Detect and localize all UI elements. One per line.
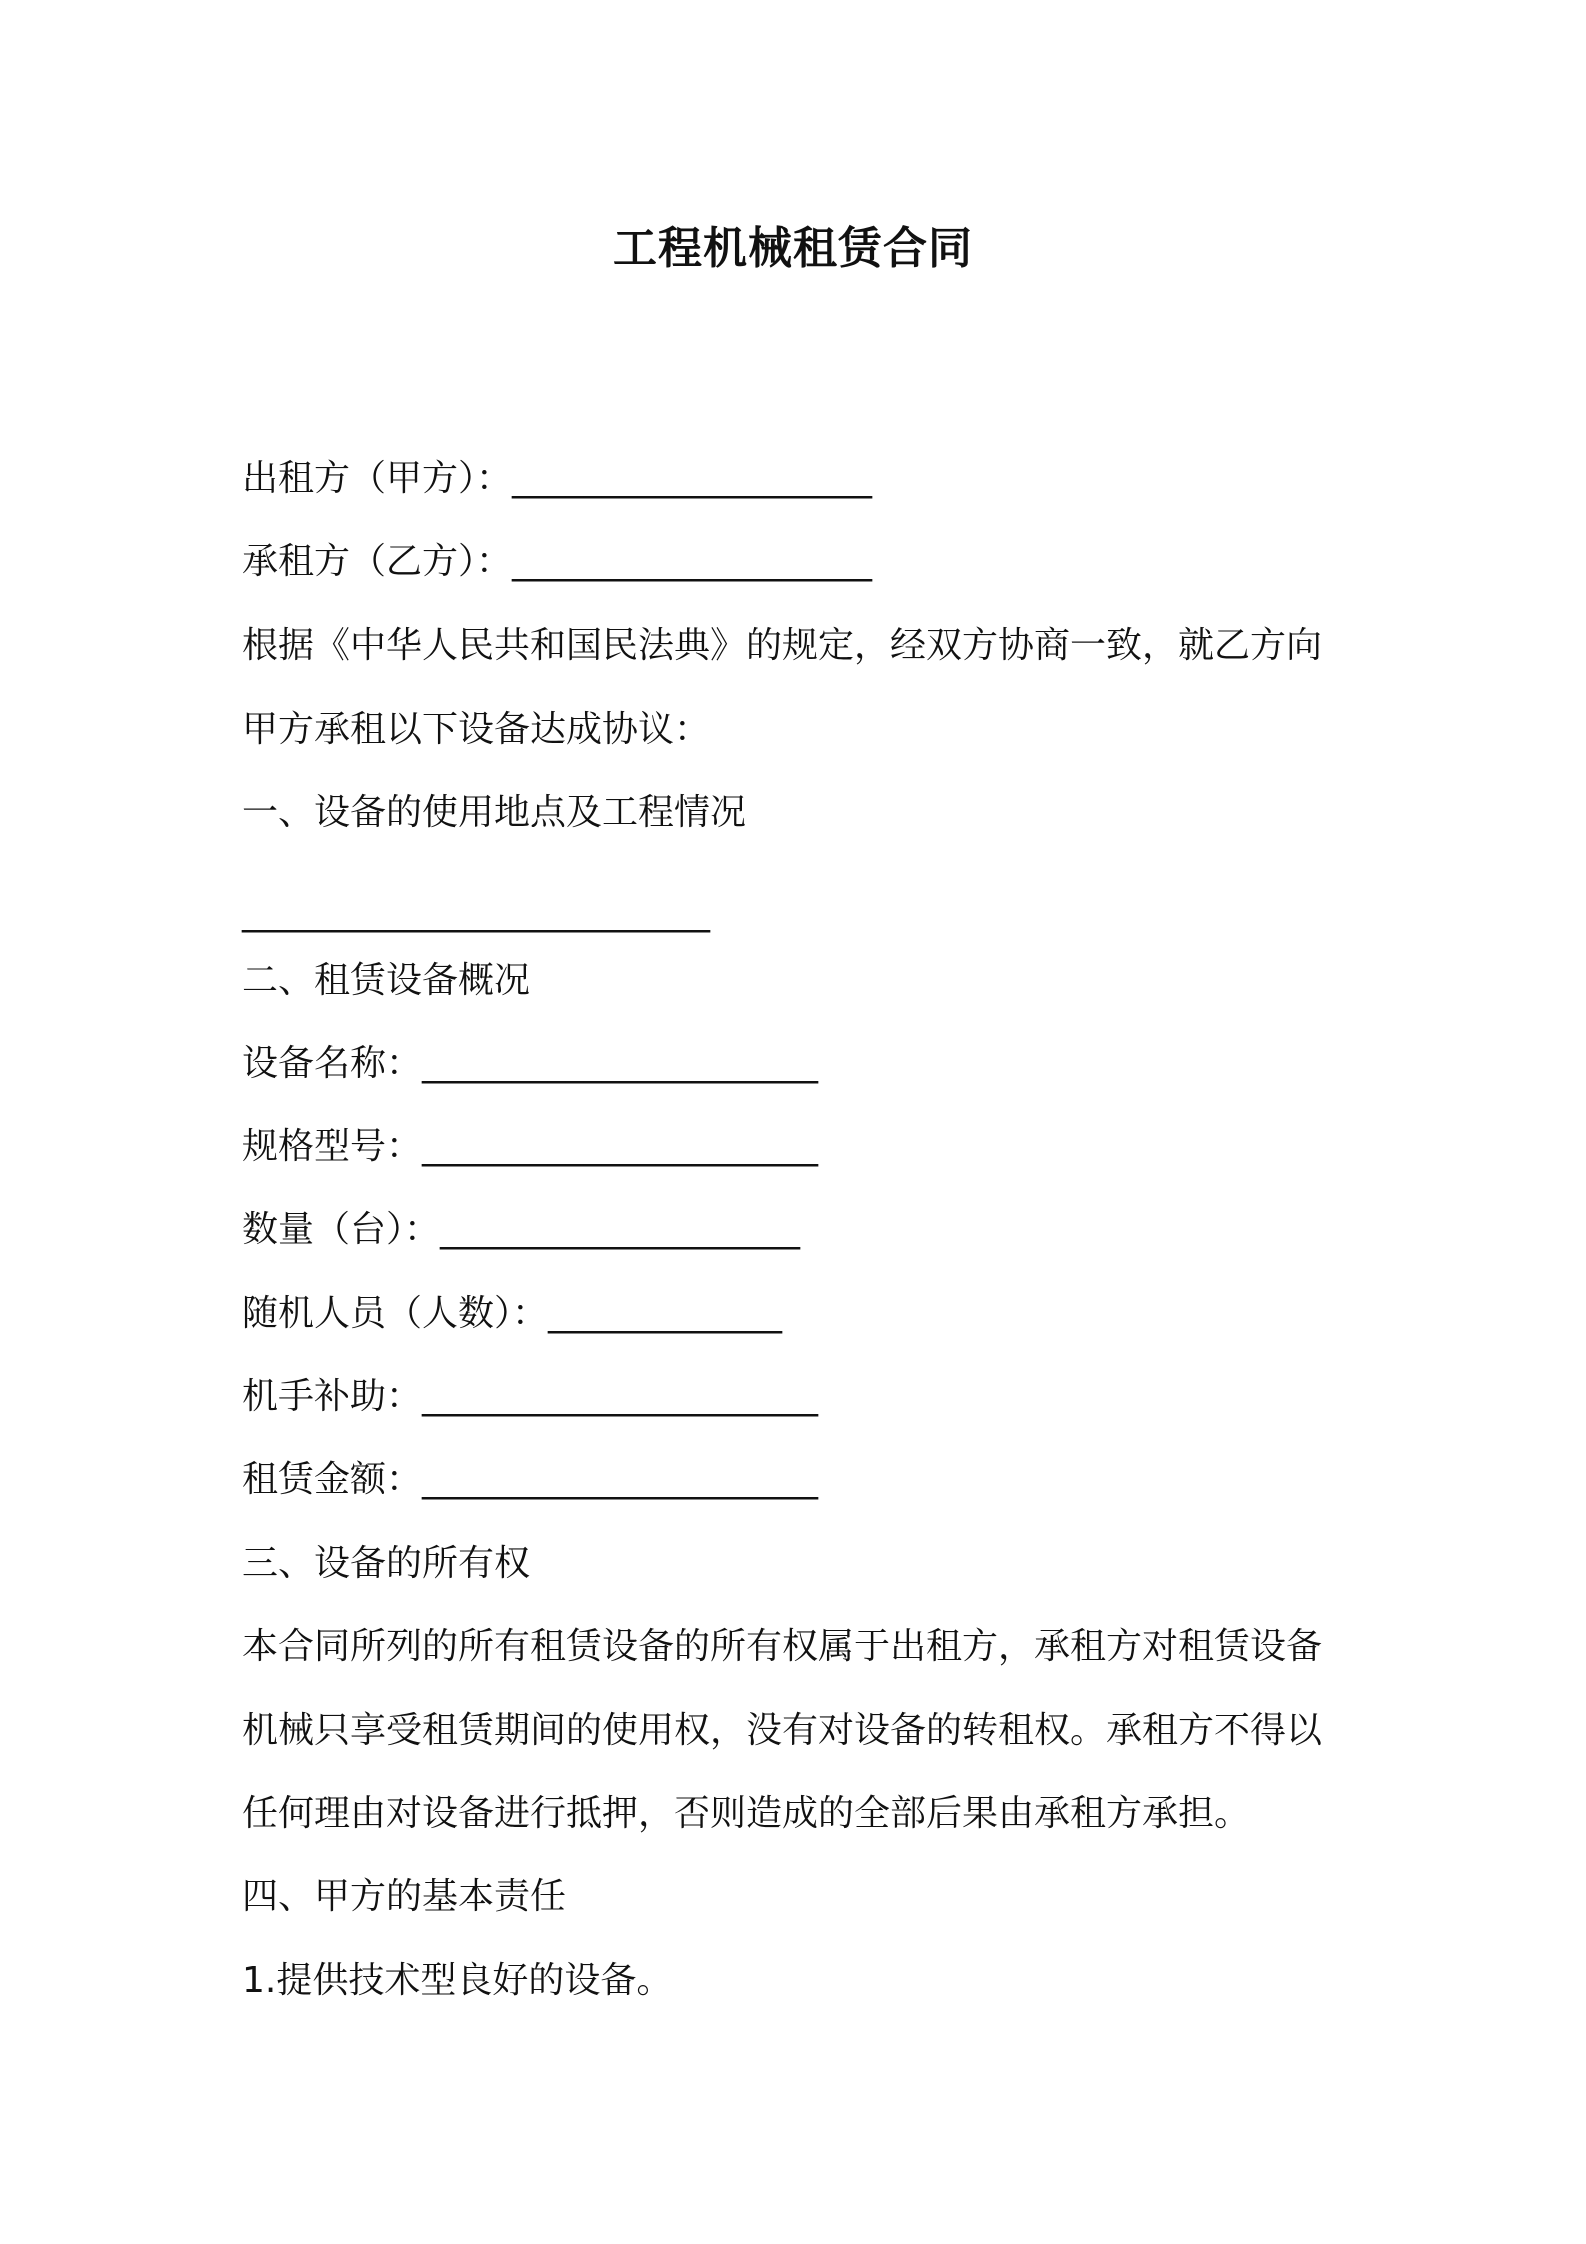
- ownership-line-2: 机械只享受租赁期间的使用权，没有对设备的转租权。承租方不得以: [242, 1710, 1323, 1751]
- preamble-line-2: 甲方承租以下设备达成协议：: [242, 709, 711, 750]
- operator-subsidy-line: 机手补助：______________________: [242, 1376, 819, 1417]
- section-1-blank: __________________________: [242, 892, 710, 933]
- equipment-name-line: 设备名称：______________________: [242, 1043, 819, 1084]
- section-2-heading: 二、租赁设备概况: [242, 960, 531, 1001]
- staff-line: 随机人员（人数）：_____________: [242, 1293, 783, 1334]
- document-title: 工程机械租赁合同: [613, 223, 973, 274]
- ownership-line-1: 本合同所列的所有租赁设备的所有权属于出租方，承租方对租赁设备: [242, 1626, 1323, 1667]
- section-1-heading: 一、设备的使用地点及工程情况: [242, 792, 747, 833]
- ownership-line-3: 任何理由对设备进行抵押，否则造成的全部后果由承租方承担。: [242, 1793, 1251, 1834]
- quantity-line: 数量（台）：____________________: [242, 1209, 801, 1250]
- rental-amount-line: 租赁金额：______________________: [242, 1459, 819, 1500]
- preamble-line-1: 根据《中华人民共和国民法典》的规定，经双方协商一致，就乙方向: [242, 625, 1323, 666]
- party-a-line: 出租方（甲方）：____________________: [242, 458, 873, 499]
- section-4-heading: 四、甲方的基本责任: [242, 1876, 567, 1917]
- responsibility-item-1: 1.提供技术型良好的设备。: [242, 1960, 673, 2001]
- section-3-heading: 三、设备的所有权: [242, 1543, 531, 1584]
- model-line: 规格型号：______________________: [242, 1126, 819, 1167]
- party-b-line: 承租方（乙方）：____________________: [242, 541, 873, 582]
